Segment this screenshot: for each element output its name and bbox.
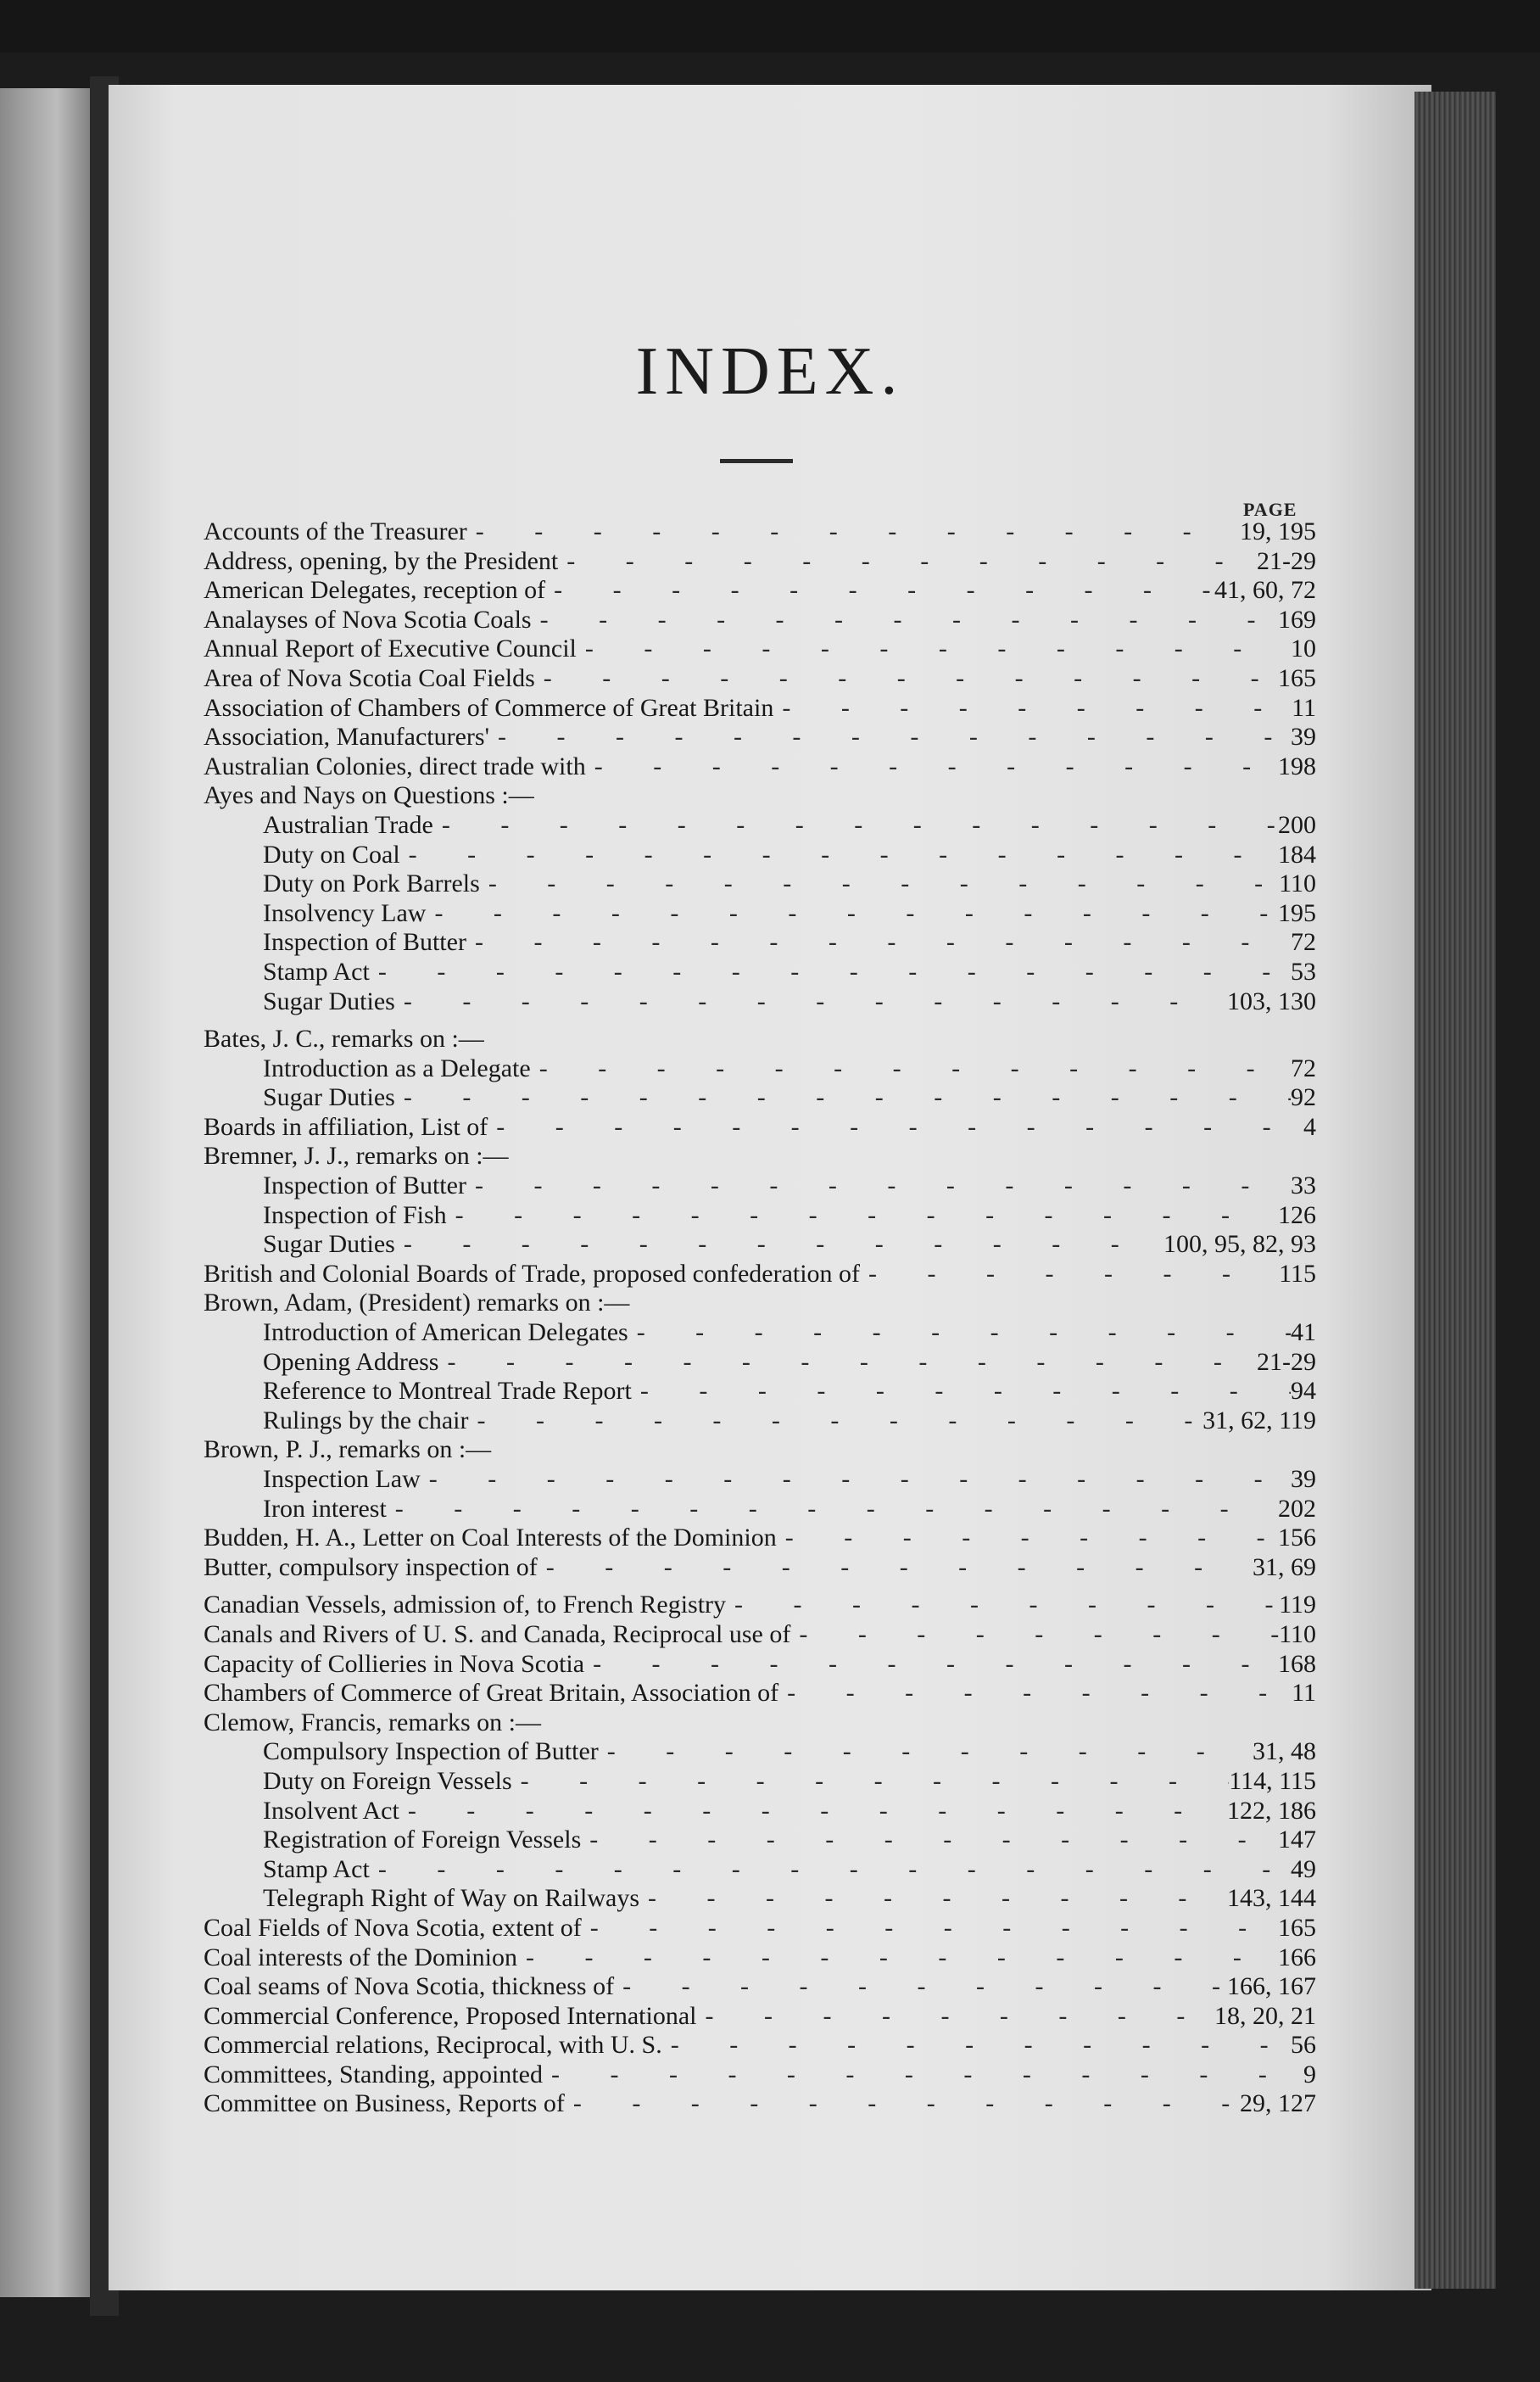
index-heading [204,1289,1316,1318]
entry-text: Committees, Standing, appointed [204,2060,543,2088]
dot-leader [726,1591,1279,1620]
entry-text: Sugar Duties [263,987,395,1015]
index-subentry [204,958,1316,987]
dot-leader [581,1826,1278,1855]
entry-text: Introduction of American Delegates [263,1318,628,1347]
entry-text: Capacity of Collieries in Nova Scotia [204,1649,585,1678]
entry-text: Brown, P. J., remarks on :— [204,1435,492,1464]
dot-leader [438,1348,1257,1378]
entry-text: Bates, J. C., remarks on :— [204,1025,484,1054]
dot-leader [395,1230,1163,1260]
dot-leader [489,723,1291,752]
dot-leader [467,517,1240,547]
dot-leader [777,1524,1278,1553]
index-entry [204,752,1316,782]
dot-leader [433,811,1278,841]
facing-page-edge [0,88,103,2297]
index-entry [204,1591,1316,1620]
index-entry [204,1113,1316,1143]
entry-text: Committee on Business, Reports of [204,2089,565,2118]
entry-text: Inspection of Butter [263,928,466,957]
entry-text: Rulings by the chair [263,1406,469,1434]
index-subentry [204,1465,1316,1495]
index-entry [204,576,1316,606]
index-entry [204,1620,1316,1650]
entry-text: Ayes and Nays on Questions :— [204,781,534,810]
dot-leader [543,2060,1303,2090]
dot-leader [860,1260,1279,1289]
index-heading [204,1435,1316,1465]
entry-text: Butter, compulsory inspection of [204,1552,538,1581]
entry-pages: 169 [1278,605,1316,634]
entry-text: Duty on Pork Barrels [263,869,480,898]
dot-leader [447,1201,1278,1231]
entry-pages: 10 [1291,635,1316,663]
dot-leader [662,2031,1291,2060]
entry-text: Address, opening, by the President [204,546,559,575]
dot-leader [614,1972,1227,2002]
entry-pages: 72 [1291,928,1316,957]
dot-leader [582,1914,1278,1943]
entry-pages: 41 [1291,1318,1316,1347]
index-entries [204,517,1316,2119]
entry-text: Inspection Law [263,1465,421,1493]
entry-pages: 100, 95, 82, 93 [1163,1230,1316,1259]
dot-leader [535,664,1278,694]
entry-text: Australian Trade [263,810,433,839]
dot-leader [773,694,1292,724]
dot-leader [531,1054,1291,1084]
entry-text: Inspection of Butter [263,1171,466,1200]
dot-leader [696,2002,1214,2032]
index-entry [204,694,1316,724]
index-subentry [204,1826,1316,1855]
index-entry [204,2031,1316,2060]
dot-leader [790,1620,1279,1650]
index-subentry [204,928,1316,958]
index-heading [204,1708,1316,1738]
index-entry [204,1943,1316,1973]
index-entry [204,606,1316,635]
entry-pages: 39 [1291,723,1316,752]
entry-pages: 56 [1291,2031,1316,2060]
index-entry [204,2089,1316,2119]
entry-text: Canadian Vessels, admission of, to French Registry [204,1591,727,1619]
entry-text: British and Colonial Boards of Trade, proposed confederation of [204,1259,861,1288]
dot-leader [632,1377,1291,1406]
entry-text: Introduction as a Delegate [263,1054,531,1082]
entry-pages: 165 [1278,663,1316,692]
index-subentry [204,1737,1316,1767]
entry-pages: 18, 20, 21 [1214,2001,1316,2030]
dot-leader [466,1171,1291,1201]
entry-text: Commercial relations, Reciprocal, with U. S. [204,2031,662,2060]
dot-leader [421,1465,1291,1495]
dot-leader [400,841,1278,870]
entry-text: Opening Address [263,1347,439,1376]
dot-leader [480,869,1279,899]
index-subentry [204,1201,1316,1231]
index-subentry [204,1171,1316,1201]
entry-text: Bremner, J. J., remarks on :— [204,1142,509,1171]
dot-leader [628,1318,1291,1348]
dot-leader [538,1553,1253,1583]
entry-pages: 11 [1292,1679,1316,1708]
entry-pages: 31, 62, 119 [1202,1406,1316,1434]
entry-pages: 21-29 [1257,546,1316,575]
index-subentry [204,1348,1316,1378]
entry-pages: 156 [1278,1524,1316,1552]
entry-pages: 166 [1278,1943,1316,1971]
dot-leader [426,899,1278,929]
entry-pages: 166, 167 [1227,1972,1316,2001]
index-heading [204,1025,1316,1054]
index-subentry [204,1884,1316,1914]
dot-leader [778,1679,1292,1708]
entry-text: Stamp Act [263,1854,370,1883]
entry-text: Annual Report of Executive Council [204,635,577,663]
entry-pages: 147 [1278,1826,1316,1854]
entry-text: Clemow, Francis, remarks on :— [204,1708,541,1736]
entry-pages: 110 [1279,1619,1316,1648]
entry-text: Telegraph Right of Way on Railways [263,1884,640,1913]
dot-leader [639,1884,1227,1914]
entry-pages: 49 [1291,1854,1316,1883]
index-entry [204,2002,1316,2032]
dot-leader [387,1495,1278,1524]
entry-pages: 39 [1291,1465,1316,1493]
index-subentry [204,1855,1316,1885]
entry-text: Commercial Conference, Proposed International [204,2001,697,2030]
page-column-label: PAGE [1243,499,1297,520]
index-entry [204,1679,1316,1708]
dot-leader [586,752,1278,782]
index-subentry [204,1054,1316,1084]
index-subentry [204,869,1316,899]
dot-leader [512,1767,1230,1797]
entry-pages: 198 [1278,752,1316,780]
entry-pages: 110 [1279,869,1316,898]
entry-text: Compulsory Inspection of Butter [263,1737,599,1766]
index-entry [204,517,1316,547]
index-entry [204,1972,1316,2002]
dot-leader [399,1797,1227,1826]
index-subentry [204,811,1316,841]
entry-text: Sugar Duties [263,1230,395,1259]
dot-leader [577,635,1291,664]
index-subentry [204,1495,1316,1524]
dot-leader [558,547,1257,577]
entry-pages: 143, 144 [1227,1884,1316,1913]
dot-leader [517,1943,1278,1973]
entry-pages: 21-29 [1257,1347,1316,1376]
index-entry [204,2060,1316,2090]
entry-text: Budden, H. A., Letter on Coal Interests of the Dominion [204,1524,777,1552]
dot-leader [370,1855,1291,1885]
entry-pages: 195 [1278,898,1316,927]
entry-pages: 29, 127 [1240,2089,1316,2118]
dot-leader [395,987,1227,1017]
entry-text: Association, Manufacturers' [204,723,489,752]
dot-leader [545,576,1214,606]
dot-leader [488,1113,1303,1143]
dot-leader [370,958,1291,987]
entry-pages: 31, 48 [1253,1737,1316,1766]
entry-pages: 119 [1279,1591,1316,1619]
title-rule [720,459,793,463]
entry-text: Duty on Foreign Vessels [263,1766,512,1795]
entry-pages: 41, 60, 72 [1214,576,1316,605]
entry-pages: 11 [1292,693,1316,722]
entry-pages: 200 [1278,810,1316,839]
entry-pages: 94 [1291,1377,1316,1406]
entry-text: Brown, Adam, (President) remarks on :— [204,1289,630,1317]
index-entry [204,723,1316,752]
dot-leader [466,928,1291,958]
dot-leader [395,1083,1291,1113]
index-subentry [204,1406,1316,1436]
index-heading [204,781,1316,811]
index-heading [204,1142,1316,1171]
entry-pages: 103, 130 [1227,987,1316,1015]
entry-text: Canals and Rivers of U. S. and Canada, Reciprocal use of [204,1619,791,1648]
index-entry [204,635,1316,664]
entry-text: Association of Chambers of Commerce of Great Britain [204,693,774,722]
entry-pages: 9 [1303,2060,1316,2088]
index-entry [204,1260,1316,1289]
index-subentry [204,1318,1316,1348]
entry-text: American Delegates, reception of [204,576,546,605]
entry-pages: 165 [1278,1913,1316,1942]
entry-pages: 115 [1279,1259,1316,1288]
index-entry [204,1553,1316,1583]
index-subentry [204,1767,1316,1797]
index-subentry [204,1377,1316,1406]
dot-leader [599,1737,1253,1767]
entry-text: Insolvency Law [263,898,427,927]
entry-text: Analayses of Nova Scotia Coals [204,605,532,634]
entry-text: Chambers of Commerce of Great Britain, Association of [204,1679,779,1708]
entry-text: Coal seams of Nova Scotia, thickness of [204,1972,615,2001]
page-stack-edges [1414,92,1496,2289]
entry-text: Registration of Foreign Vessels [263,1826,582,1854]
entry-pages: 4 [1303,1112,1316,1141]
entry-text: Coal interests of the Dominion [204,1943,517,1971]
entry-text: Boards in affiliation, List of [204,1112,488,1141]
index-subentry [204,1230,1316,1260]
entry-pages: 122, 186 [1227,1796,1316,1825]
index-subentry [204,1797,1316,1826]
index-subentry [204,899,1316,929]
entry-text: Reference to Montreal Trade Report [263,1377,632,1406]
entry-text: Area of Nova Scotia Coal Fields [204,663,535,692]
dot-leader [532,606,1278,635]
dot-leader [584,1650,1278,1680]
entry-text: Coal Fields of Nova Scotia, extent of [204,1913,582,1942]
entry-text: Iron interest [263,1494,387,1523]
index-subentry [204,1083,1316,1113]
entry-pages: 31, 69 [1253,1552,1316,1581]
entry-pages: 202 [1278,1494,1316,1523]
dot-leader [565,2089,1240,2119]
index-subentry [204,987,1316,1017]
entry-text: Australian Colonies, direct trade with [204,752,586,780]
index-entry [204,547,1316,577]
index-entry [204,1650,1316,1680]
entry-pages: 126 [1278,1200,1316,1229]
entry-pages: 19, 195 [1240,517,1316,545]
entry-pages: 114, 115 [1229,1766,1316,1795]
entry-pages: 92 [1291,1083,1316,1112]
page-title: INDEX. [635,334,905,409]
index-entry [204,664,1316,694]
entry-text: Accounts of the Treasurer [204,517,467,545]
entry-text: Inspection of Fish [263,1200,447,1229]
entry-text: Sugar Duties [263,1083,395,1112]
entry-text: Duty on Coal [263,840,400,869]
index-entry [204,1524,1316,1553]
index-subentry [204,841,1316,870]
entry-pages: 33 [1291,1171,1316,1200]
scan-top-band [0,0,1540,53]
entry-pages: 72 [1291,1054,1316,1082]
entry-pages: 168 [1278,1649,1316,1678]
entry-pages: 53 [1291,957,1316,986]
dot-leader [468,1406,1202,1436]
index-entry [204,1914,1316,1943]
entry-text: Stamp Act [263,957,370,986]
entry-text: Insolvent Act [263,1796,399,1825]
entry-pages: 184 [1278,840,1316,869]
